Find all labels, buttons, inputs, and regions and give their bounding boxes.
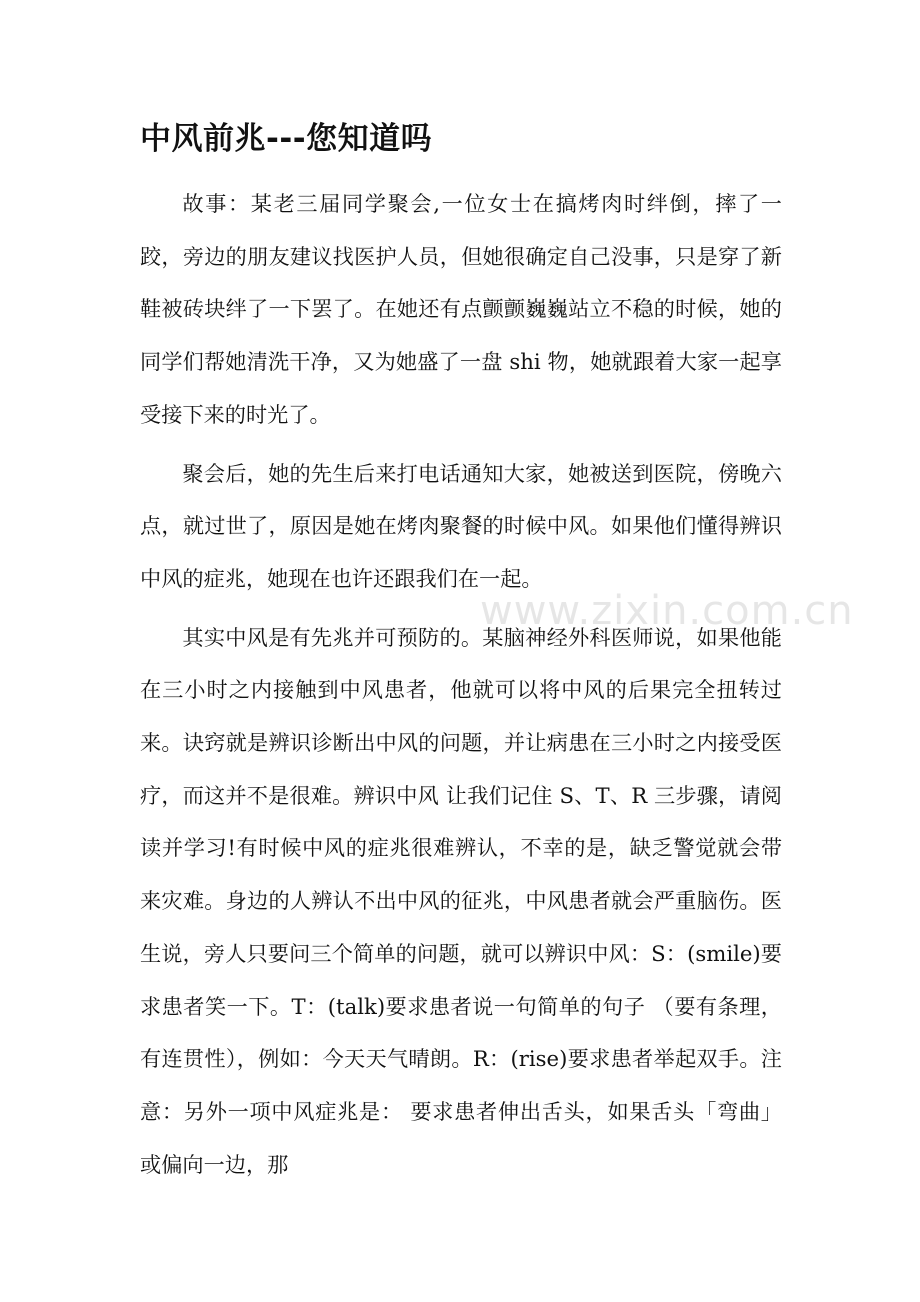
paragraph-prevention: 其实中风是有先兆并可预防的。某脑神经外科医师说，如果他能在三小时之内接触到中风患者，他就可以将中风的后果完全扭转过来。诀窍就是辨识诊断出中风的问题，并让病患在三小时之内接受医疗，而这并不是很难。辨识中风 让我们记住 S、T、R 三步骤，请阅读并学习!有时候中风的症兆很难辨认，不幸的是，缺乏警觉就会带来灾难。身边的人辨认不出中风的征兆，中风患者就会严重脑伤。医生说，旁人只要问三个简单的问题，就可以辨识中风：S：(smile)要求患者笑一下。T：(talk)要求患者说一句简单的句子 （要有条理，有连贯性），例如：今天天气晴朗。R：(rise)要求患者举起双手。注意：另外一项中风症兆是： 要求患者伸出舌头，如果舌头「弯曲」或偏向一边，那: [140, 624, 782, 1177]
document-body: [140, 112, 782, 1197]
page-title: 中风前兆---您知道吗: [140, 121, 433, 157]
paragraph-aftermath: 聚会后，她的先生后来打电话通知大家，她被送到医院，傍晚六点，就过世了，原因是她在烤肉聚餐的时候中风。如果他们懂得辨识中风的症兆，她现在也许还跟我们在一起。: [140, 460, 782, 591]
paragraph-story: 故事：某老三届同学聚会,一位女士在搞烤肉时绊倒，摔了一跤，旁边的朋友建议找医护人员，但她很确定自己没事，只是穿了新鞋被砖块绊了一下罢了。在她还有点颤颤巍巍站立不稳的时候，她的同学们帮她清洗干净，又为她盛了一盘 shi 物，她就跟着大家一起享受接下来的时光了。: [140, 191, 782, 427]
watermark: www.zixin.com.cn: [480, 588, 854, 634]
